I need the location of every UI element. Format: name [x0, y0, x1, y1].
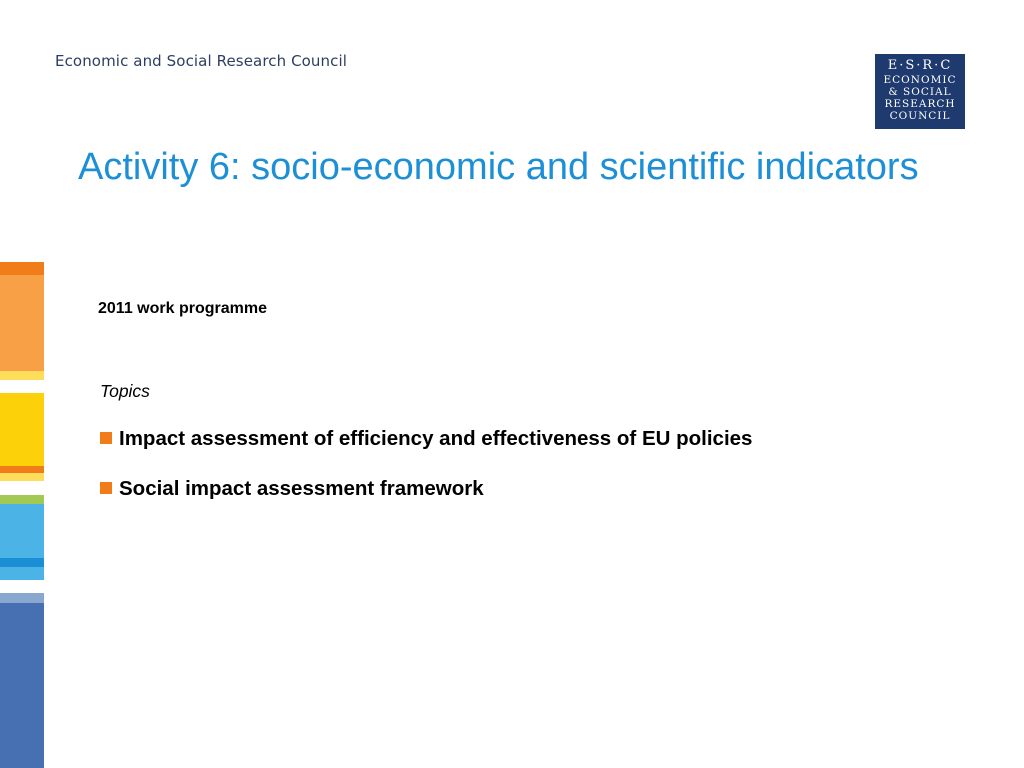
list-item: [100, 476, 752, 502]
decorative-color-strip: [0, 262, 44, 768]
bullet-text: Impact assessment of efficiency and effectiveness of EU policies: [119, 427, 753, 450]
logo-abbreviation: E·S·R·C: [887, 58, 953, 73]
strip-band: [0, 593, 44, 603]
logo-line: COUNCIL: [889, 110, 951, 122]
strip-band: [0, 558, 44, 567]
topics-label: Topics: [100, 381, 150, 401]
strip-band: [0, 262, 44, 275]
slide-subtitle: 2011 work programme: [98, 300, 267, 317]
strip-band: [0, 603, 44, 768]
strip-band: [0, 275, 44, 371]
strip-band: [0, 473, 44, 481]
logo-line: RESEARCH: [884, 98, 956, 110]
strip-band: [0, 504, 44, 558]
square-bullet-icon: [100, 482, 112, 494]
strip-band: [0, 466, 44, 473]
strip-band: [0, 567, 44, 580]
esrc-logo: [875, 54, 965, 129]
strip-band: [0, 495, 44, 504]
org-header: Economic and Social Research Council: [55, 52, 348, 70]
slide-title: Activity 6: socio-economic and scientific indicators: [78, 146, 919, 188]
topic-list: [100, 426, 752, 526]
list-item: [100, 426, 752, 452]
bullet-text: Social impact assessment framework: [119, 477, 484, 500]
strip-band: [0, 393, 44, 466]
logo-line: ECONOMIC: [883, 74, 957, 86]
logo-line: & SOCIAL: [888, 86, 952, 98]
square-bullet-icon: [100, 432, 112, 444]
strip-band: [0, 371, 44, 380]
